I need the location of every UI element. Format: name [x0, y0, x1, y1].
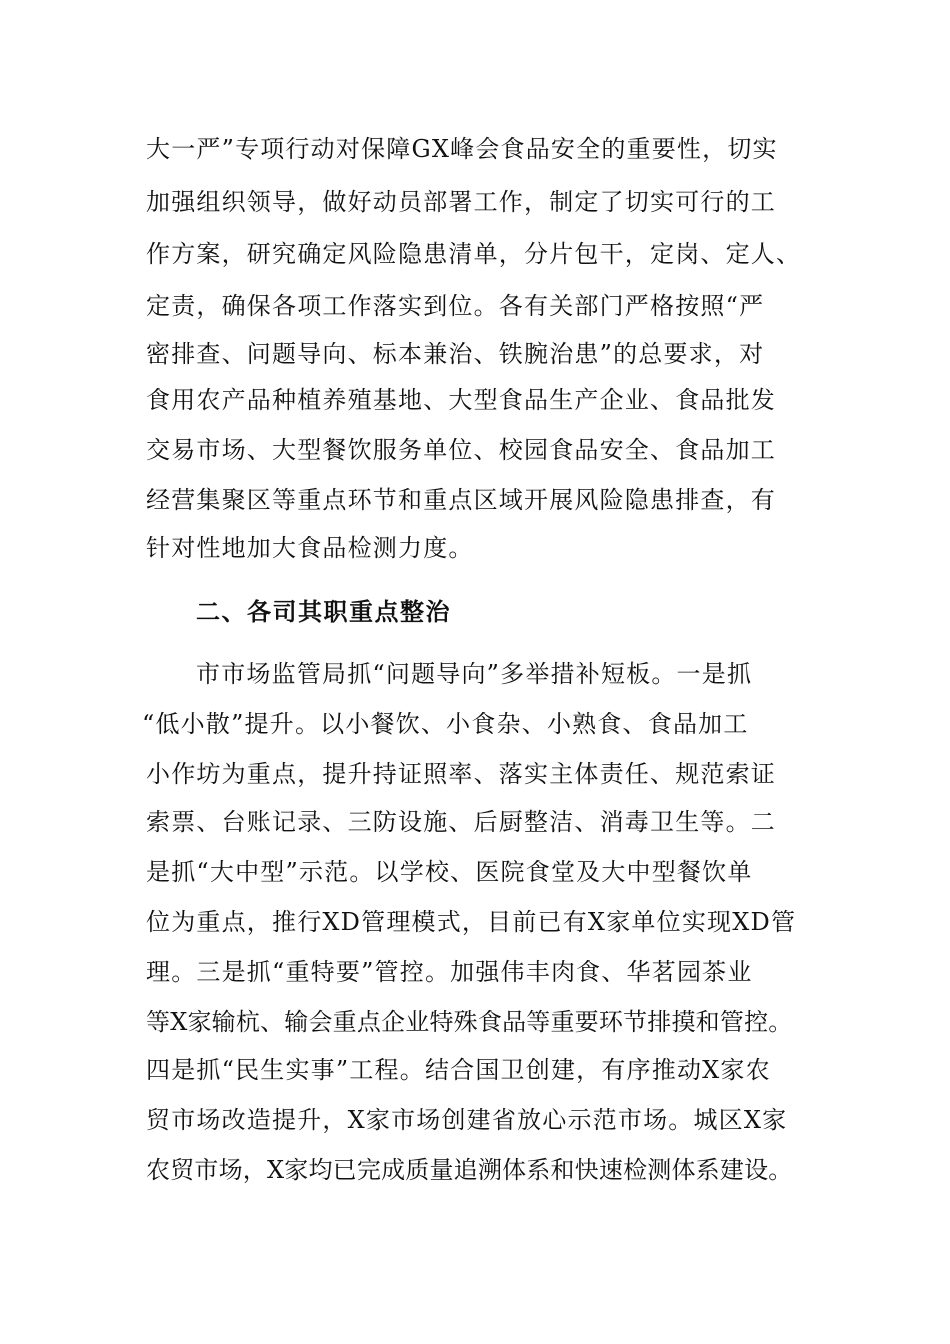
- paragraph-2-line-3: 小作坊为重点，提升持证照率、落实主体责任、规范索证: [146, 760, 776, 788]
- paragraph-1-line-1: 大一严”专项行动对保障GX峰会食品安全的重要性，切实: [146, 135, 778, 163]
- paragraph-2-line-4: 索票、台账记录、三防设施、后厨整洁、消毒卫生等。二: [146, 808, 776, 836]
- paragraph-2-line-5: 是抓“大中型”示范。以学校、医院食堂及大中型餐饮单: [146, 858, 753, 886]
- paragraph-2-line-10: 贸市场改造提升，X家市场创建省放心示范市场。城区X家: [146, 1106, 788, 1134]
- paragraph-2-line-1: 市市场监管局抓“问题导向”多举措补短板。一是抓: [196, 660, 753, 688]
- section-heading: 二、各司其职重点整治: [196, 598, 451, 626]
- paragraph-1-line-9: 针对性地加大食品检测力度。: [146, 534, 474, 562]
- paragraph-1-line-8: 经营集聚区等重点环节和重点区域开展风险隐患排查，有: [146, 486, 776, 514]
- paragraph-2-line-11: 农贸市场，X家均已完成质量追溯体系和快速检测体系建设。: [146, 1156, 793, 1184]
- paragraph-2-line-6: 位为重点，推行XD管理模式，目前已有X家单位实现XD管: [146, 908, 797, 936]
- paragraph-2-line-2: “低小散”提升。以小餐饮、小食杂、小熟食、食品加工: [142, 710, 749, 738]
- paragraph-2-line-9: 四是抓“民生实事”工程。结合国卫创建，有序推动X家农: [146, 1056, 771, 1084]
- paragraph-1-line-6: 食用农产品种植养殖基地、大型食品生产企业、食品批发: [146, 386, 776, 414]
- paragraph-2-line-8: 等X家输杭、输会重点企业特殊食品等重要环节排摸和管控。: [146, 1008, 793, 1036]
- paragraph-1-line-3: 作方案，研究确定风险隐患清单，分片包干，定岗、定人、: [146, 240, 802, 268]
- paragraph-1-line-2: 加强组织领导，做好动员部署工作，制定了切实可行的工: [146, 188, 776, 216]
- paragraph-1-line-7: 交易市场、大型餐饮服务单位、校园食品安全、食品加工: [146, 436, 776, 464]
- paragraph-1-line-5: 密排查、问题导向、标本兼治、铁腕治患”的总要求，对: [146, 340, 765, 368]
- paragraph-1-line-4: 定责，确保各项工作落实到位。各有关部门严格按照“严: [146, 292, 765, 320]
- paragraph-2-line-7: 理。三是抓“重特要”管控。加强伟丰肉食、华茗园茶业: [146, 958, 753, 986]
